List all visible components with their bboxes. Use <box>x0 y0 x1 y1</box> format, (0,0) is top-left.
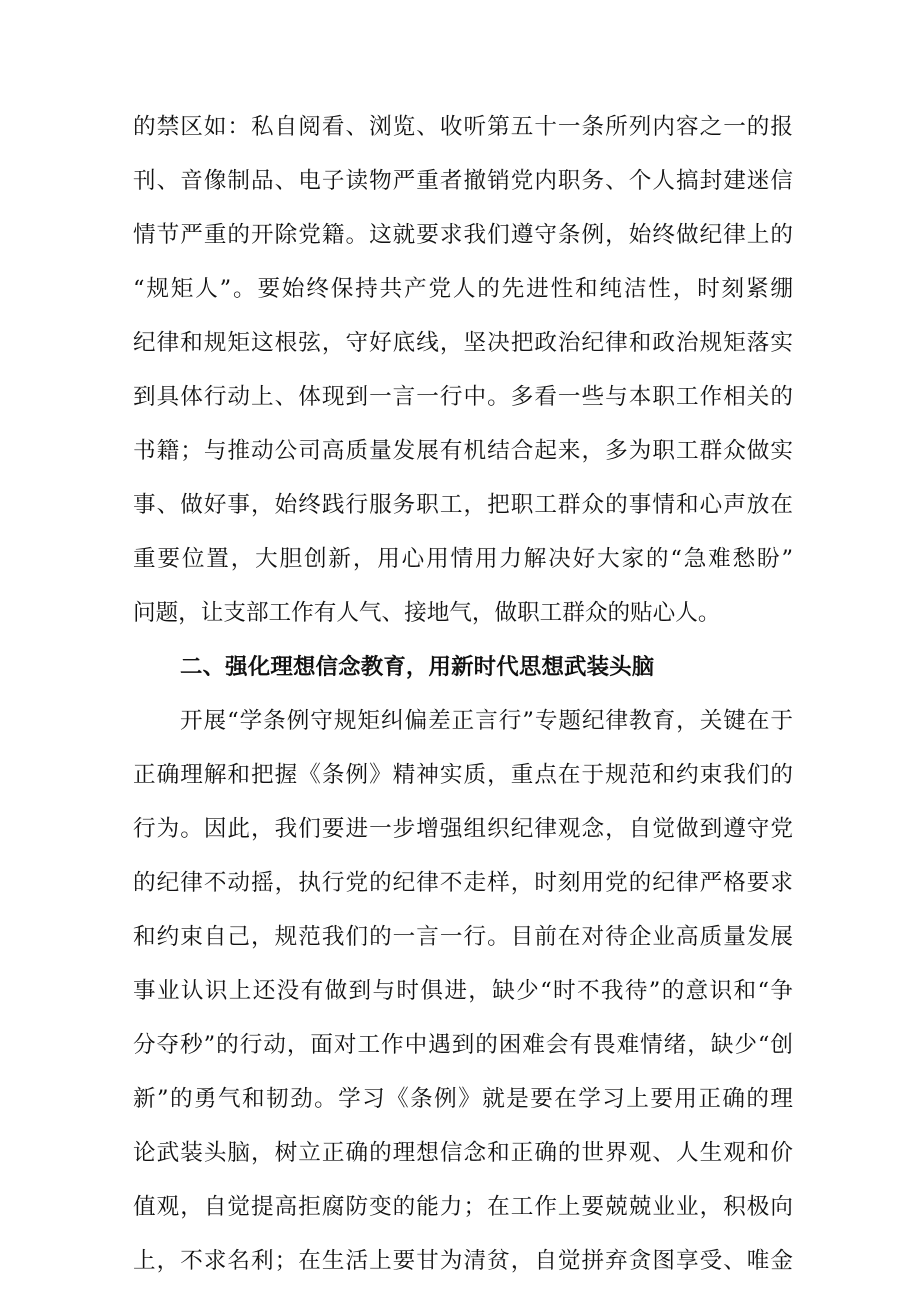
paragraph-2-line-3: 行为。因此，我们要进一步增强组织纪律观念，自觉做到遵守党 <box>133 816 793 842</box>
paragraph-2-line-6: 事业认识上还没有做到与时俱进，缺少“时不我待”的意识和“争 <box>133 978 793 1004</box>
paragraph-1-line-5: 纪律和规矩这根弦，守好底线，坚决把政治纪律和政治规矩落实 <box>133 330 793 356</box>
paragraph-2-line-1: 开展“学条例守规矩纠偏差正言行”专题纪律教育，关键在于 <box>180 708 793 734</box>
paragraph-1-line-1: 的禁区如：私自阅看、浏览、收听第五十一条所列内容之一的报 <box>133 114 793 140</box>
paragraph-1-line-4: “规矩人”。要始终保持共产党人的先进性和纯洁性，时刻紧绷 <box>133 276 793 302</box>
paragraph-1-line-2: 刊、音像制品、电子读物严重者撤销党内职务、个人搞封建迷信 <box>133 168 793 194</box>
paragraph-1-line-3: 情节严重的开除党籍。这就要求我们遵守条例，始终做纪律上的 <box>133 222 793 248</box>
paragraph-2-line-10: 值观，自觉提高拒腐防变的能力；在工作上要兢兢业业，积极向 <box>133 1194 793 1220</box>
section-heading: 二、强化理想信念教育，用新时代思想武装头脑 <box>180 654 655 680</box>
paragraph-2-line-7: 分夺秒”的行动，面对工作中遇到的困难会有畏难情绪，缺少“创 <box>133 1032 793 1058</box>
paragraph-1-line-8: 事、做好事，始终践行服务职工，把职工群众的事情和心声放在 <box>133 492 793 518</box>
paragraph-2-line-5: 和约束自己，规范我们的一言一行。目前在对待企业高质量发展 <box>133 924 793 950</box>
paragraph-1-line-9: 重要位置，大胆创新，用心用情用力解决好大家的“急难愁盼” <box>133 546 793 572</box>
paragraph-2-line-8: 新”的勇气和韧劲。学习《条例》就是要在学习上要用正确的理 <box>133 1086 793 1112</box>
paragraph-2-line-2: 正确理解和把握《条例》精神实质，重点在于规范和约束我们的 <box>133 762 793 788</box>
paragraph-2-line-11: 上，不求名利；在生活上要甘为清贫，自觉拼弃贪图享受、唯金 <box>133 1248 793 1274</box>
paragraph-2-line-9: 论武装头脑，树立正确的理想信念和正确的世界观、人生观和价 <box>133 1140 793 1166</box>
paragraph-1-line-10: 问题，让支部工作有人气、接地气，做职工群众的贴心人。 <box>133 600 721 626</box>
paragraph-1-line-6: 到具体行动上、体现到一言一行中。多看一些与本职工作相关的 <box>133 384 793 410</box>
paragraph-1-line-7: 书籍；与推动公司高质量发展有机结合起来，多为职工群众做实 <box>133 438 793 464</box>
paragraph-2-line-4: 的纪律不动摇，执行党的纪律不走样，时刻用党的纪律严格要求 <box>133 870 793 896</box>
